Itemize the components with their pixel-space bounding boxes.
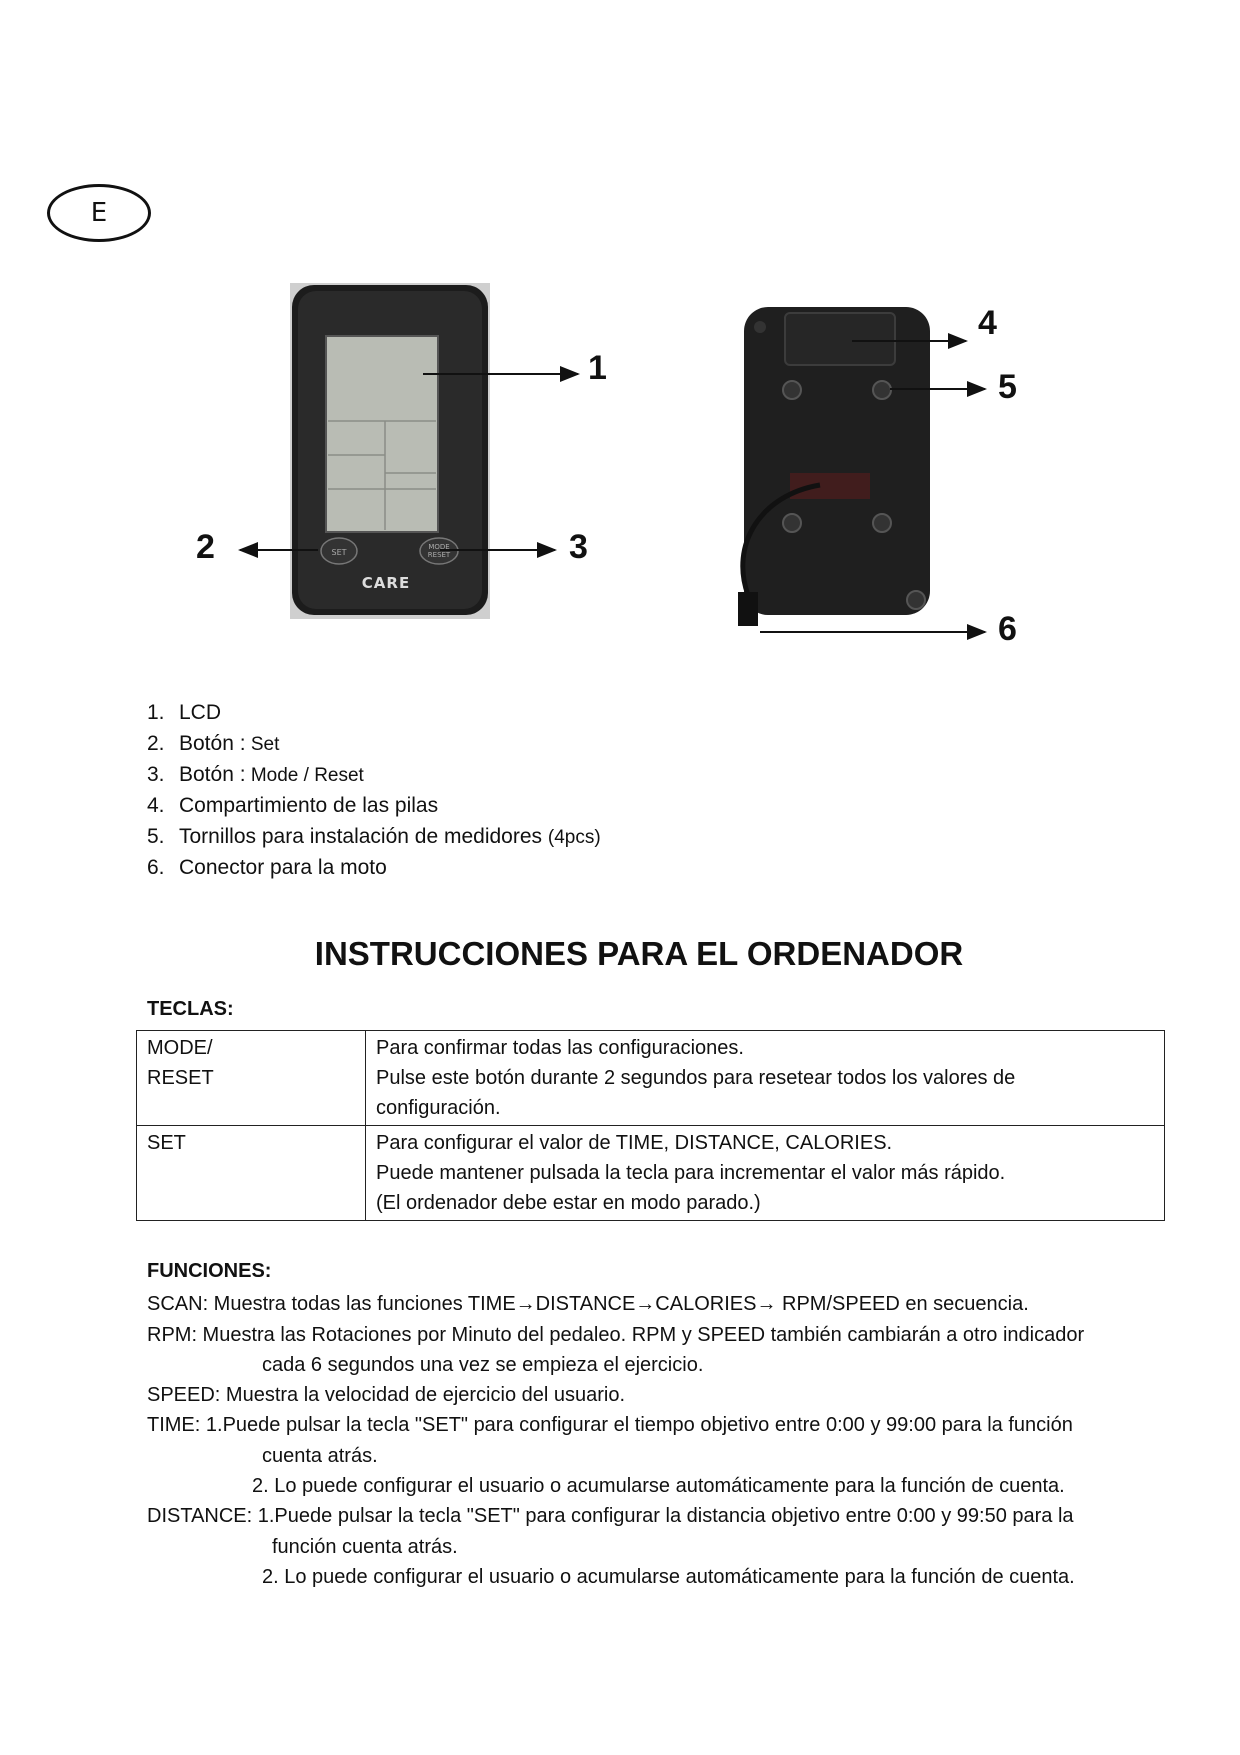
set-text: SET [331, 548, 347, 557]
func-time: TIME: 1.Puede pulsar la tecla "SET" para configurar el tiempo objetivo entre 0:00 y 99:00 para la función [147, 1414, 1073, 1436]
keys-label: TECLAS: [147, 998, 234, 1020]
list-item: 1. LCD [147, 701, 222, 724]
func-speed: SPEED: Muestra la velocidad de ejercicio del usuario. [147, 1384, 626, 1406]
func-distance: DISTANCE: 1.Puede pulsar la tecla "SET" para configurar la distancia objetivo entre 0:00 y 99:50 para la [147, 1505, 1074, 1527]
list-item: 5. Tornillos para instalación de medidores (4pcs) [147, 825, 601, 848]
callout-arrows [0, 0, 1240, 700]
callout-6: 6 [998, 610, 1017, 648]
func-rpm-cont: cada 6 segundos una vez se empieza el ejercicio. [262, 1354, 704, 1376]
callout-1: 1 [588, 349, 607, 387]
func-distance-cont: función cuenta atrás. [272, 1536, 458, 1558]
parts-list [147, 697, 601, 883]
key-cell: MODE/ RESET [137, 1031, 366, 1126]
list-item: 3. Botón : Mode / Reset [147, 763, 364, 786]
desc-cell: Para configurar el valor de TIME, DISTANCE, CALORIES. Puede mantener pulsada la tecla para incrementar el valor más rápido. (El ordenador debe estar en modo parado.) [366, 1126, 1165, 1221]
language-badge: E [47, 184, 151, 242]
func-time-cont: cuenta atrás. [262, 1445, 378, 1467]
reset-text: RESET [427, 551, 451, 559]
func-time-2: 2. Lo puede configurar el usuario o acumularse automáticamente para la función de cuenta. [252, 1475, 1065, 1497]
table-row [137, 1126, 1165, 1221]
list-item: 6. Conector para la moto [147, 856, 387, 879]
callout-5: 5 [998, 368, 1017, 406]
mode-text: MODE [428, 543, 450, 551]
callout-2: 2 [196, 528, 215, 566]
list-item: 2. Botón : Set [147, 732, 280, 755]
callout-4: 4 [978, 304, 997, 342]
desc-cell: Para confirmar todas las configuraciones. Pulse este botón durante 2 segundos para resetear todos los valores de configuración. [366, 1031, 1165, 1126]
func-distance-2: 2. Lo puede configurar el usuario o acumularse automáticamente para la función de cuenta. [262, 1566, 1075, 1588]
table-row [137, 1031, 1165, 1126]
functions-label: FUNCIONES: [147, 1260, 272, 1282]
brand-logo: CARE [361, 574, 411, 592]
func-scan: SCAN: Muestra todas las funciones TIME→DISTANCE→CALORIES→ RPM/SPEED en secuencia. [147, 1293, 1029, 1315]
list-item: 4. Compartimiento de las pilas [147, 794, 439, 817]
page-title: INSTRUCCIONES PARA EL ORDENADOR [314, 935, 964, 972]
callout-3: 3 [569, 528, 588, 566]
keys-table [136, 1030, 1165, 1221]
key-cell: SET [137, 1126, 366, 1221]
func-rpm: RPM: Muestra las Rotaciones por Minuto del pedaleo. RPM y SPEED también cambiarán a otro indicador [147, 1324, 1085, 1346]
